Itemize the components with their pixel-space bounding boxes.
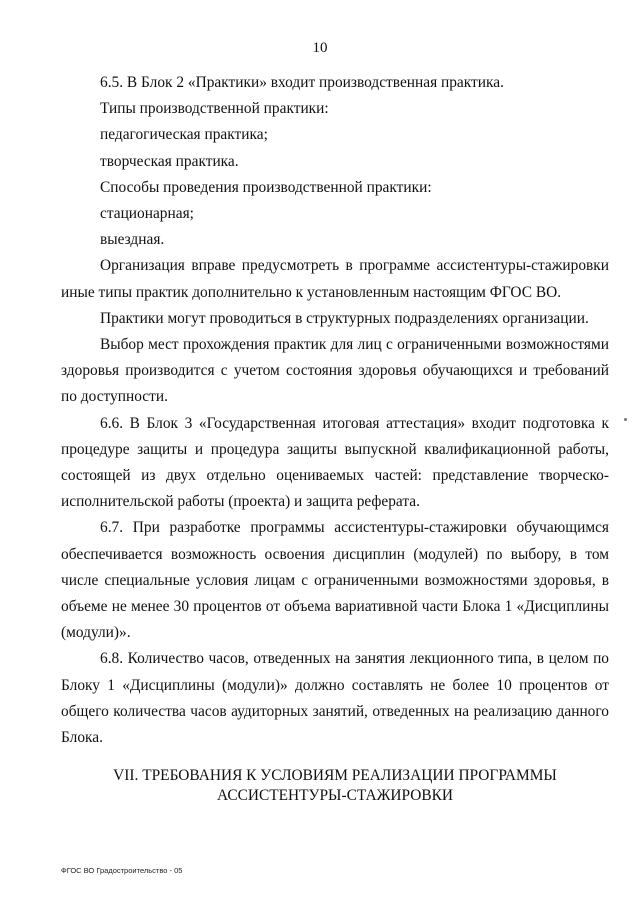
list-item-creative: творческая практика. (100, 152, 239, 170)
paragraph-6-6: 6.6. В Блок 3 «Государственная итоговая аттестация» входит подготовка к процедуре защиты и процедура защиты выпускной квалификационной работы, состоящей из двух отдельно оцениваемых частей: представление творческо-исполнительской работы (проекта) и защита реферата. (61, 414, 609, 511)
section-heading (61, 766, 609, 806)
list-item-stationary: стационарная; (100, 205, 194, 223)
page-number: 10 (312, 40, 328, 56)
paragraph-6-7: 6.7. При разработке программы ассистентуры-стажировки обучающимся обеспечивается возможность освоения дисциплин (модулей) по выбору, в том числе специальные условия лицам с ограниченными возможностями здоровья, в объеме не менее 30 процентов от объема вариативной части Блока 1 «Дисциплины (модули)». (61, 519, 609, 642)
list-item-field: выездная. (100, 231, 165, 249)
list-heading-methods: Способы проведения производственной практики: (100, 178, 432, 196)
scan-speck (624, 418, 627, 421)
section-heading-line-2: АССИСТЕНТУРЫ-СТАЖИРОВКИ (216, 787, 453, 804)
list-heading-practice-types: Типы производственной практики: (100, 100, 329, 118)
page-footer: ФГОС ВО Градостроительство - 05 (61, 866, 183, 875)
paragraph-structural-units: Практики могут проводиться в структурных подразделениях организации. (100, 309, 589, 327)
paragraph-other-practice-types: Организация вправе предусмотреть в программе ассистентуры-стажировки иные типы практик дополнительно к установленным настоящим ФГОС ВО. (61, 257, 609, 301)
paragraph-6-8: 6.8. Количество часов, отведенных на занятия лекционного типа, в целом по Блоку 1 «Дисциплины (модули)» должно составлять не более 10 процентов от общего количества часов аудиторных занятий, отведенных на реализацию данного Блока. (61, 650, 609, 747)
paragraph-6-5: 6.5. В Блок 2 «Практики» входит производственная практика. (100, 74, 504, 91)
list-item-pedagogical: педагогическая практика; (100, 126, 268, 144)
section-heading-line-1: VII. ТРЕБОВАНИЯ К УСЛОВИЯМ РЕАЛИЗАЦИИ ПРОГРАММЫ (113, 767, 557, 784)
paragraph-accessibility: Выбор мест прохождения практик для лиц с ограниченными возможностями здоровья производится с учетом состояния здоровья обучающихся и требований по доступности. (61, 336, 609, 406)
document-body (61, 70, 609, 751)
